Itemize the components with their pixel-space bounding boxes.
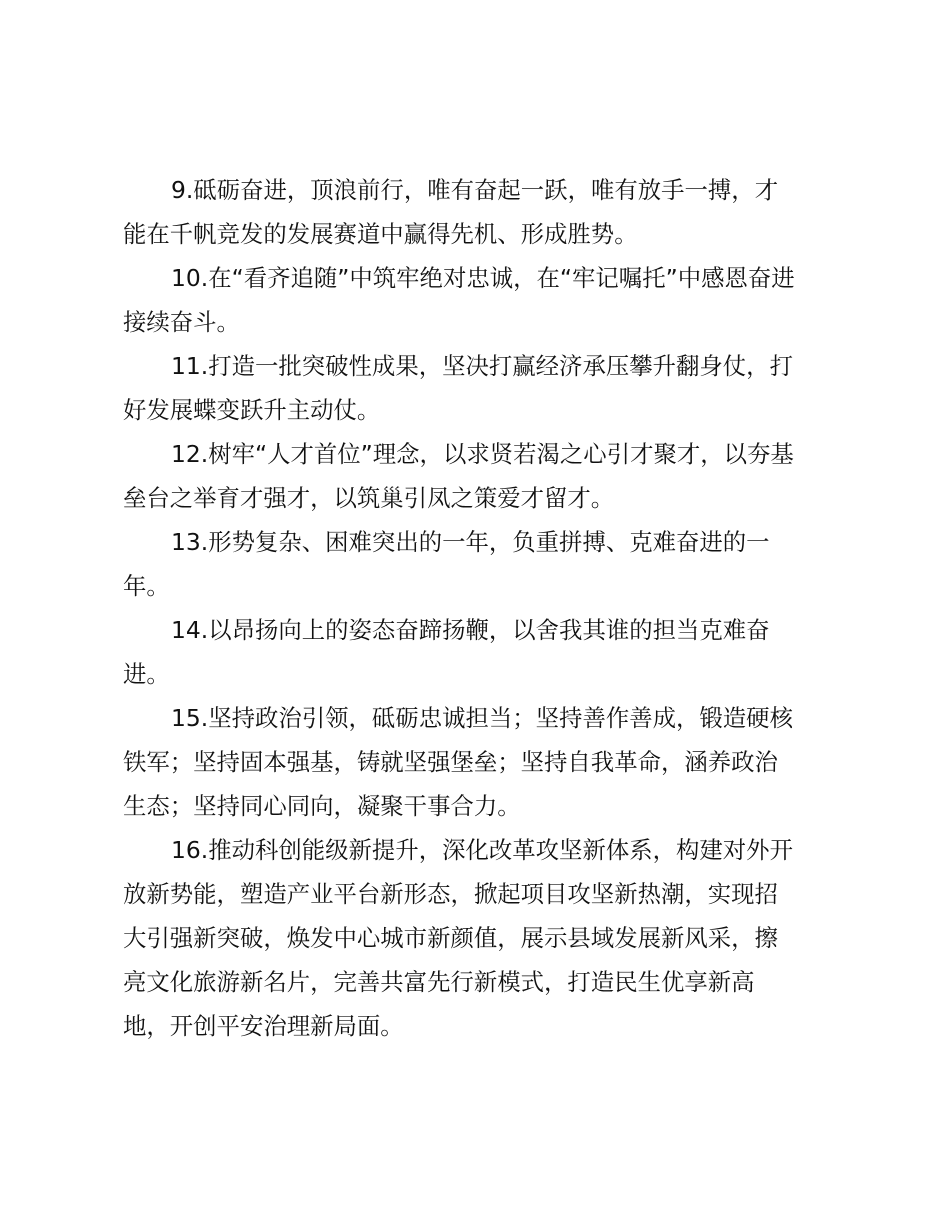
text-line: 好发展蝶变跃升主动仗。 [123,396,381,424]
paragraph-11 [123,344,835,432]
text-line: 放新势能，塑造产业平台新形态，掀起项目攻坚新热潮，实现招 [123,880,778,908]
paragraph-14 [123,608,835,696]
text-line: 大引强新突破，焕发中心城市新颜值，展示县域发展新风采，擦 [123,924,778,952]
text-line: 15.坚持政治引领，砥砺忠诚担当；坚持善作善成，锻造硬核 [171,704,793,732]
text-line: 能在千帆竞发的发展赛道中赢得先机、形成胜势。 [123,220,638,248]
paragraph-10 [123,256,835,344]
text-line: 地，开创平安治理新局面。 [123,1012,404,1040]
paragraph-16 [123,828,835,1048]
document-body [123,168,835,1048]
text-line: 铁军；坚持固本强基，铸就坚强堡垒；坚持自我革命，涵养政治 [123,748,778,776]
text-line: 生态；坚持同心同向，凝聚干事合力。 [123,792,521,820]
text-line: 10.在“看齐追随”中筑牢绝对忠诚，在“牢记嘱托”中感恩奋进 [171,264,795,292]
text-line: 16.推动科创能级新提升，深化改革攻坚新体系，构建对外开 [171,836,793,864]
text-line: 年。 [123,572,170,600]
text-line: 垒台之举育才强才，以筑巢引凤之策爱才留才。 [123,484,615,512]
text-line: 14.以昂扬向上的姿态奋蹄扬鞭，以舍我其谁的担当克难奋 [171,616,770,644]
text-line: 亮文化旅游新名片，完善共富先行新模式，打造民生优享新高 [123,968,755,996]
paragraph-9 [123,168,835,256]
text-line: 12.树牢“人才首位”理念，以求贤若渴之心引才聚才，以夯基 [171,440,794,468]
text-line: 9.砥砺奋进，顶浪前行，唯有奋起一跃，唯有放手一搏，才 [171,176,779,204]
paragraph-13 [123,520,835,608]
paragraph-12 [123,432,835,520]
text-line: 11.打造一批突破性成果，坚决打赢经济承压攀升翻身仗，打 [171,352,793,380]
text-line: 接续奋斗。 [123,308,240,336]
paragraph-15 [123,696,835,828]
text-line: 13.形势复杂、困难突出的一年，负重拼搏、克难奋进的一 [171,528,770,556]
text-line: 进。 [123,660,170,688]
